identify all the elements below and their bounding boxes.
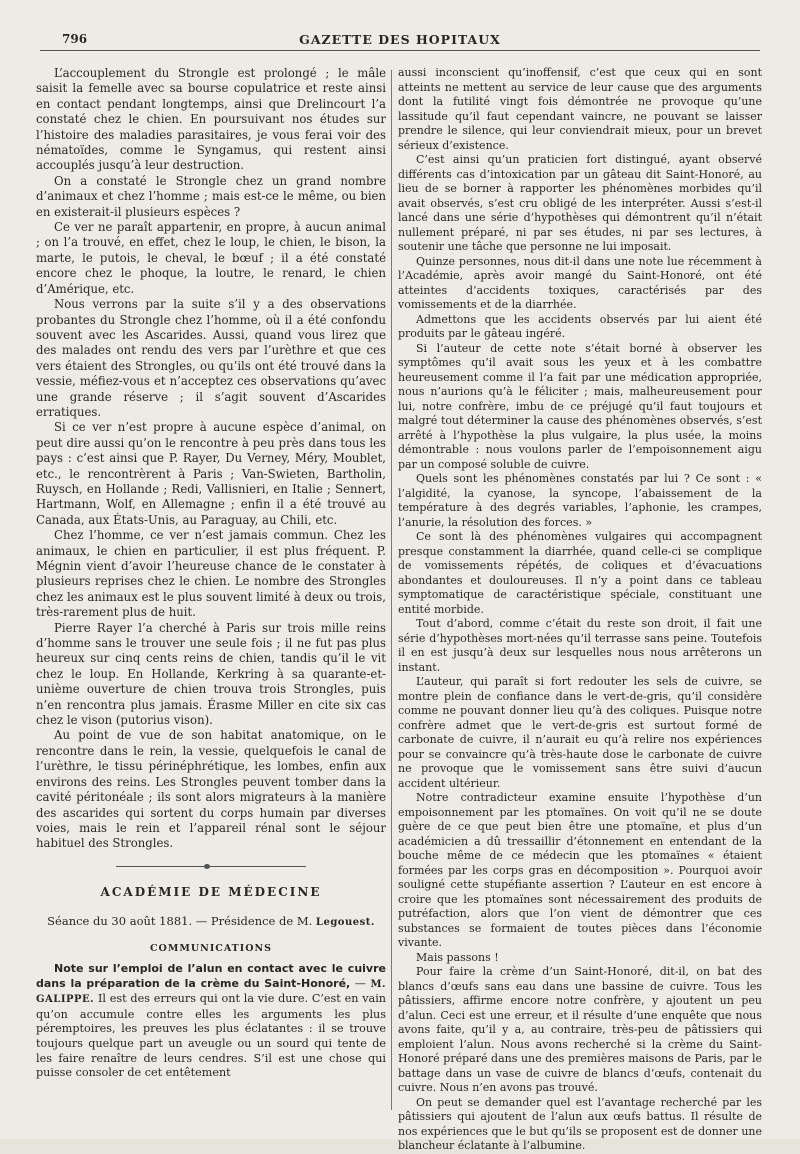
left-column <box>36 66 386 1081</box>
paragraph: On peut se demander quel est l’avantage recherché par les pâtissiers qui ajoutent de l’alun aux œufs battus. Il résulte de nos expériences que le but qu’ils se proposent est de donner une blancheur éclatante à l’albumine. <box>398 1095 762 1152</box>
page-header <box>40 26 760 51</box>
paragraph: Si l’auteur de cette note s’était borné à observer les symptômes qu’il avait sous les yeux et à les combattre heureusement comme il l’a fait par une médication appropriée, nous n’aurions qu’à le féliciter ; mais, malheureusement pour lui, notre confrère, imbu de ce préjugé qu’il faut toujours et malgré tout déterminer la cause des phénomènes observés, s’est arrêté à l’hypothèse la plus vulgaire, la plus usée, la moins démontrable : nous voulons parler de l’empoisonnement aigu par un composé soluble de cuivre. <box>398 341 762 471</box>
paragraph: Mais passons ! <box>416 950 499 964</box>
note-title: Note sur l’emploi de l’alun en contact avec le cuivre dans la préparation de la crème du Saint-Honoré, <box>36 961 386 990</box>
note-text: Il est des erreurs qui ont la vie dure. C’est en vain qu’on accumule contre elles les arguments les plus péremptoires, les preuves les plus éclatantes : il se trouve toujours quelque part un aveugle ou un sourd qui tente de les faire renaître de leurs cendres. S’il est une chose qui puisse consoler de cet entêtement <box>36 992 386 1080</box>
paragraph: On a constaté le Strongle chez un grand nombre d’animaux et chez l’homme ; mais est-ce le même, ou bien en existerait-il plusieurs espèces ? <box>36 173 386 219</box>
paragraph: Tout d’abord, comme c’était du reste son droit, il fait une série d’hypothèses mort-nées qu’il terrasse sans peine. Toutefois il en est jusqu’à deux sur lesquelles nous nous arrêterons un instant. <box>398 617 762 674</box>
paragraph: Notre contradicteur examine ensuite l’hypothèse d’un empoisonnement par les ptomaïnes. On voit qu’il ne se doute guère de ce que peut bien être une ptomaïne, et plus d’un académicien a dû tressaillir d’étonnement en entendant de la bouche même de ce médecin que les ptomaïnes « étaient formées par les corps gras en décomposition ». Pourquoi avoir souligné cette stupéfiante assertion ? L’auteur en est encore à croire que les ptomaïnes sont nécessairement des produits de putréfaction, alors que l’on vient de démontrer que ces substances se formaient de toutes pièces dans l’économie vivante. <box>398 791 762 949</box>
page-number: 796 <box>62 32 88 46</box>
subsection-title: COMMUNICATIONS <box>149 942 273 954</box>
paragraph: Quinze personnes, nous dit-il dans une note lue récemment à l’Académie, après avoir mangé du Saint-Honoré, ont été atteintes d’accidents toxiques, caractérisés par des vomissements et de la diarrhée. <box>398 254 762 311</box>
journal-title: GAZETTE DES HOPITAUX <box>299 32 501 47</box>
note-author: M. GALIPPE. <box>36 978 386 1006</box>
paragraph: C’est ainsi qu’un praticien fort distingué, ayant observé différents cas d’intoxication par un gâteau dit Saint-Honoré, au lieu de se borner à rapporter les phénomènes morbides qu’il avait observés, s’est cru obligé de les interpréter. Aussi s’est-il lancé dans une série d’hypothèses qui démontrent qu’il n’était nullement préparé, ni par ses études, ni par ses lectures, à soutenir une tâche que personne ne lui imposait. <box>398 153 762 253</box>
paragraph: Au point de vue de son habitat anatomique, on le rencontre dans le rein, la vessie, quelquefois le canal de l’urèthre, le tissu périnéphrétique, les lombes, enfin aux environs des reins. Les Strongles peuvent tomber dans la cavité péritonéale ; ils sont alors migrateurs à la manière des ascarides qui sortent du corps humain par diverses voies, mais le rein et l’appareil rénal sont le séjour habituel des Strongles. <box>36 728 386 851</box>
paragraph: Quels sont les phénomènes constatés par lui ? Ce sont : « l’algidité, la cyanose, la syncope, l’abaissement de la température à des degrés variables, l’aphonie, les crampes, l’anurie, la résolution des forces. » <box>398 472 762 529</box>
note-dash: — <box>350 976 371 990</box>
paragraph: L’auteur, qui paraît si fort redouter les sels de cuivre, se montre plein de confiance dans le vert-de-gris, qu’il considère comme ne pouvant donner lieu qu’à des coliques. Puisque notre confrère admet que le vert-de-gris est surtout formé de carbonate de cuivre, il n’aurait eu qu’à relire nos expériences pour se convaincre qu’à très-haute dose le carbonate de cuivre ne provoque que le vomissement sans être suivi d’aucun accident ultérieur. <box>398 675 762 790</box>
paragraph: aussi inconscient qu’inoffensif, c’est que ceux qui en sont atteints ne mettent au service de leur cause que des arguments dont la futilité vingt fois démontrée ne provoque qu’une lassitude qu’il faut cependant vaincre, ne pouvant se laisser prendre le silence, qui leur conviendrait mieux, pour un brevet sérieux d’existence. <box>398 66 762 152</box>
seance-line <box>36 914 386 930</box>
paragraph: Chez l’homme, ce ver n’est jamais commun. Chez les animaux, le chien en particulier, il est plus fréquent. P. Mégnin vient d’avoir l’heureuse chance de le constater à plusieurs reprises chez le chien. Le nombre des Strongles chez les animaux est le plus souvent limité à deux ou trois, très-rarement plus de huit. <box>36 528 386 620</box>
paragraph: Admettons que les accidents observés par lui aient été produits par le gâteau ingéré. <box>398 312 762 340</box>
right-column <box>398 66 762 1154</box>
paragraph: Ce ver ne paraît appartenir, en propre, à aucun animal ; on l’a trouvé, en effet, chez le loup, le chien, le bison, la marte, le putois, le cheval, le bœuf ; il a été constaté encore chez le phoque, la loutre, le renard, le chien d’Amérique, etc. <box>36 220 386 296</box>
note-paragraph <box>36 962 386 1081</box>
paragraph: Pierre Rayer l’a cherché à Paris sur trois mille reins d’homme sans le trouver une seule fois ; il ne fut pas plus heureux sur cinq cents reins de chien, tandis qu’il le vit chez le loup. En Hollande, Kerkring à sa quarante-et-unième ouverture de chien trouva trois Strongles, puis n’en rencontra plus jamais. Érasme Miller en cite six cas chez le vison (putorius vison). <box>36 620 386 728</box>
paragraph: L’accouplement du Strongle est prolongé ; le mâle saisit la femelle avec sa bourse copulatrice et reste ainsi en contact pendant longtemps, ainsi que Drelincourt l’a constaté chez le chien. En poursuivant nos études sur l’histoire des maladies parasitaires, je vous ferai voir des nématoïdes, comme le Syngamus, qui restent ainsi accouplés jusqu’à leur destruction. <box>36 66 386 173</box>
seance-text: Séance du 30 août 1881. — Présidence de M. <box>47 914 316 929</box>
paragraph: Ce sont là des phénomènes vulgaires qui accompagnent presque constamment la diarrhée, quand celle-ci se complique de vomissements répétés, de coliques et d’évacuations abondantes et douloureuses. Il n’y a point dans ce tableau symptomatique de caractéristique spéciale, constituant une entité morbide. <box>398 530 762 616</box>
paragraph: Nous verrons par la suite s’il y a des observations probantes du Strongle chez l’homme, où il a été confondu souvent avec les Ascarides. Aussi, quand vous lirez que des malades ont rendu des vers par l’urèthre et que ces vers étaient des Strongles, ou qu’ils ont été trouvé dans la vessie, méfiez-vous et n’acceptez ces observations qu’avec une grande réserve ; il s’agit souvent d’Ascarides erratiques. <box>36 297 386 419</box>
column-rule <box>391 70 392 1110</box>
paragraph: Si ce ver n’est propre à aucune espèce d’animal, on peut dire aussi qu’on le rencontre à peu près dans tous les pays : c’est ainsi que P. Rayer, Du Verney, Méry, Moublet, etc., le rencontrèrent à Paris ; Van-Swieten, Bartholin, Ruysch, en Hollande ; Redi, Vallisnieri, en Italie ; Sennert, Hartmann, Wolf, en Allemagne ; enfin il a été trouvé au Canada, aux États-Unis, au Paraguay, au Chili, etc. <box>36 420 386 527</box>
section-divider <box>116 866 306 867</box>
seance-president: Legouest. <box>315 917 375 929</box>
section-title: ACADÉMIE DE MÉDECINE <box>100 884 322 899</box>
paragraph: Pour faire la crème d’un Saint-Honoré, dit-il, on bat des blancs d’œufs sans eau dans une bassine de cuivre. Tous les pâtissiers, affirme encore notre confrère, y ajoutent un peu d’alun. Ceci est une erreur, et il résulte d’une enquête que nous avons faite, qu’il y a, au contraire, très-peu de pâtissiers qui emploient l’alun. Nous avons recherché si la crème du Saint-Honoré préparé dans une des premières maisons de Paris, par le battage dans un vase de cuivre de blancs d’œufs, contenait du cuivre. Nous n’en avons pas trouvé. <box>398 965 762 1094</box>
